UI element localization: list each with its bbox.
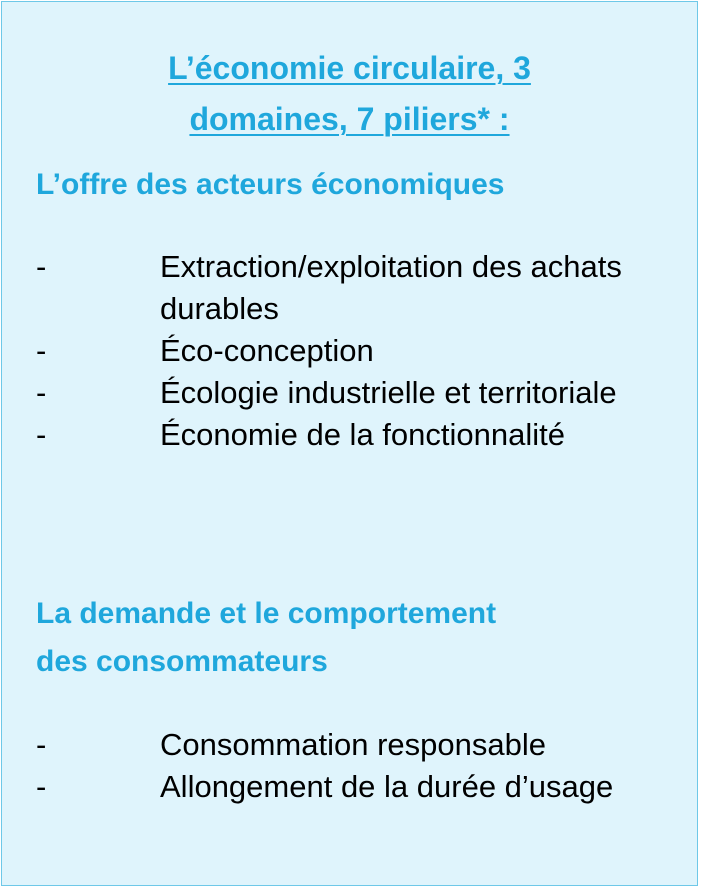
list-item-text: Extraction/exploitation des achats durables — [160, 249, 622, 326]
list-item — [36, 724, 676, 766]
bullet-dash: - — [36, 333, 47, 368]
bullet-dash: - — [36, 417, 47, 452]
list-item — [36, 330, 676, 372]
list-item-text: Économie de la fonctionnalité — [160, 417, 565, 452]
list-item-text: Consommation responsable — [160, 727, 546, 762]
page-title — [2, 43, 697, 145]
section-heading-demande-line-2: des consommateurs — [36, 645, 328, 678]
list-item — [36, 414, 676, 456]
title-line-1: L’économie circulaire, 3 — [168, 50, 531, 87]
section-heading-offre — [36, 161, 504, 209]
offre-list — [36, 246, 676, 456]
bullet-dash: - — [36, 375, 47, 410]
section-heading-offre-text: L’offre des acteurs économiques — [36, 168, 505, 201]
section-heading-demande — [36, 590, 496, 686]
list-item — [36, 766, 676, 808]
bullet-dash: - — [36, 769, 47, 804]
section-heading-demande-line-1: La demande et le comportement — [36, 597, 497, 630]
bullet-dash: - — [36, 249, 47, 284]
title-line-2: domaines, 7 piliers* : — [189, 101, 510, 138]
list-item — [36, 246, 676, 330]
list-item-text: Allongement de la durée d’usage — [160, 769, 614, 804]
content-panel — [1, 1, 698, 886]
list-item-text: Éco-conception — [160, 333, 374, 368]
demande-list — [36, 724, 676, 808]
bullet-dash: - — [36, 727, 47, 762]
list-item — [36, 372, 676, 414]
list-item-text: Écologie industrielle et territoriale — [160, 375, 617, 410]
